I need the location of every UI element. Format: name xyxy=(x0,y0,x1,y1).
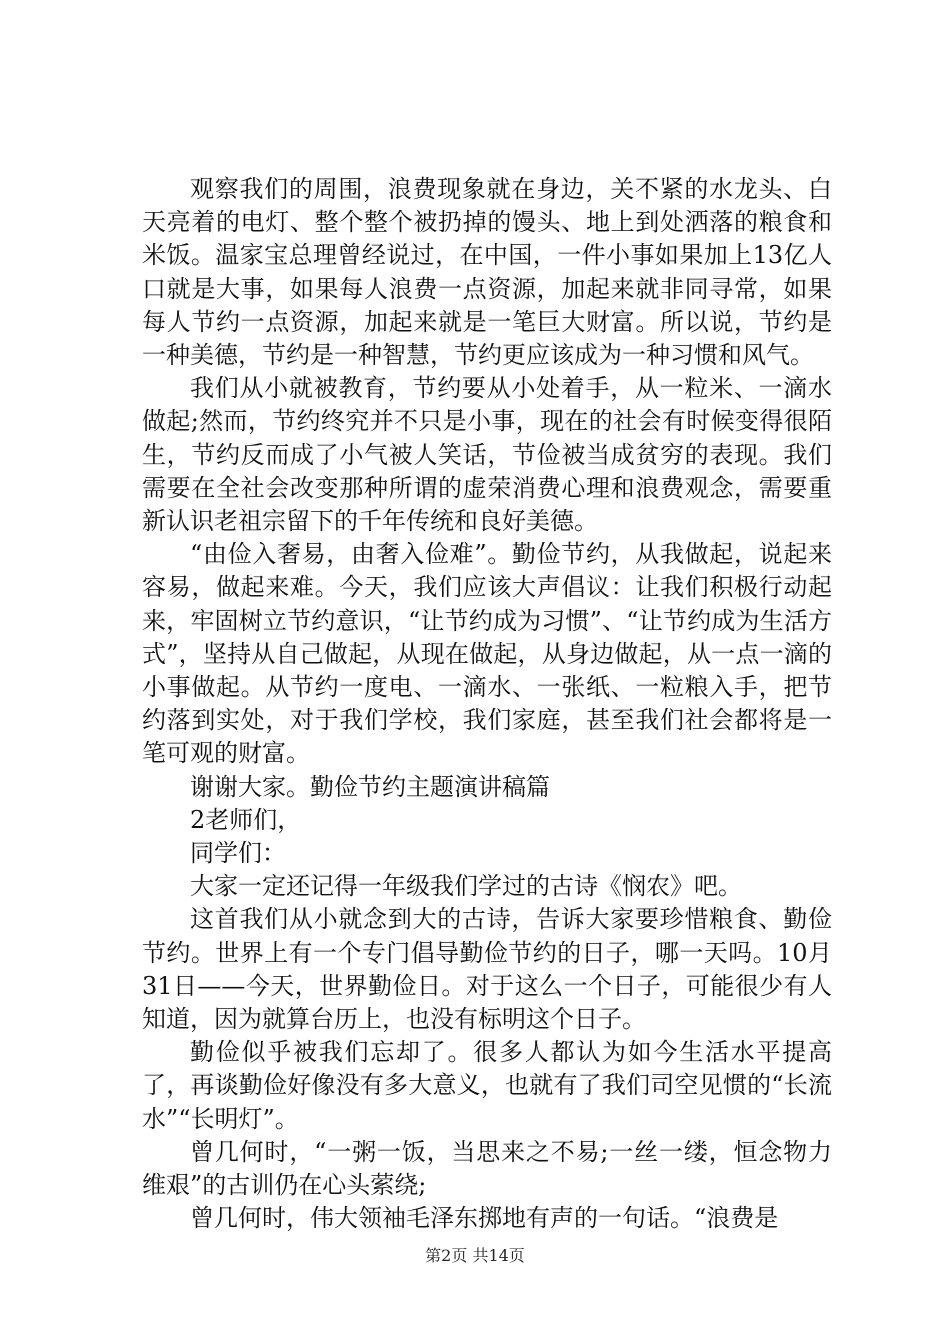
page-number-footer: 第2页 共14页 xyxy=(425,1246,525,1265)
paragraph-2: 我们从小就被教育，节约要从小处着手，从一粒米、一滴水做起;然而，节约终究并不只是小事，现在的社会有时候变得很陌生，节约反而成了小气被人笑话，节俭被当成贫穷的表现。我们需要在全社会改变那种所谓的虚荣消费心理和浪费观念，需要重新认识老祖宗留下的千年传统和良好美德。 xyxy=(142,374,832,536)
paragraph-4: 谢谢大家。勤俭节约主题演讲稿篇 xyxy=(190,772,550,801)
paragraph-3: “由俭入奢易，由奢入俭难”。勤俭节约，从我做起，说起来容易，做起来难。今天，我们应该大声倡议：让我们积极行动起来，牢固树立节约意识，“让节约成为习惯”、“让节约成为生活方式”，坚持从自己做起，从现在做起，从身边做起，从一点一滴的小事做起。从节约一度电、一滴水、一张纸、一粒粮入手，把节约落到实处，对于我们学校，我们家庭，甚至我们社会都将是一笔可观的财富。 xyxy=(142,540,832,768)
paragraph-6: 同学们： xyxy=(190,839,286,868)
paragraph-9: 勤俭似乎被我们忘却了。很多人都认为如今生活水平提高了，再谈勤俭好像没有多大意义，也就有了我们司空见惯的“长流水”“长明灯”。 xyxy=(142,1038,832,1133)
document-body xyxy=(142,173,832,1236)
paragraph-10: 曾几何时，“一粥一饭，当思来之不易;一丝一缕，恒念物力维艰”的古训仍在心头萦绕; xyxy=(142,1137,832,1200)
paragraph-11: 曾几何时，伟大领袖毛泽东掷地有声的一句话。“浪费是 xyxy=(190,1204,779,1233)
paragraph-5: 2老师们， xyxy=(190,805,302,834)
paragraph-8: 这首我们从小就念到大的古诗，告诉大家要珍惜粮食、勤俭节约。世界上有一个专门倡导勤俭节约的日子，哪一天吗。10月31日——今天，世界勤俭日。对于这么一个日子，可能很少有人知道，因为就算台历上，也没有标明这个日子。 xyxy=(142,905,832,1034)
paragraph-7: 大家一定还记得一年级我们学过的古诗《悯农》吧。 xyxy=(190,872,742,901)
paragraph-1: 观察我们的周围，浪费现象就在身边，关不紧的水龙头、白天亮着的电灯、整个整个被扔掉的馒头、地上到处洒落的粮食和米饭。温家宝总理曾经说过，在中国，一件小事如果加上13亿人口就是大事，如果每人浪费一点资源，加起来就非同寻常，如果每人节约一点资源，加起来就是一笔巨大财富。所以说，节约是一种美德，节约是一种智慧，节约更应该成为一种习惯和风气。 xyxy=(142,175,832,370)
